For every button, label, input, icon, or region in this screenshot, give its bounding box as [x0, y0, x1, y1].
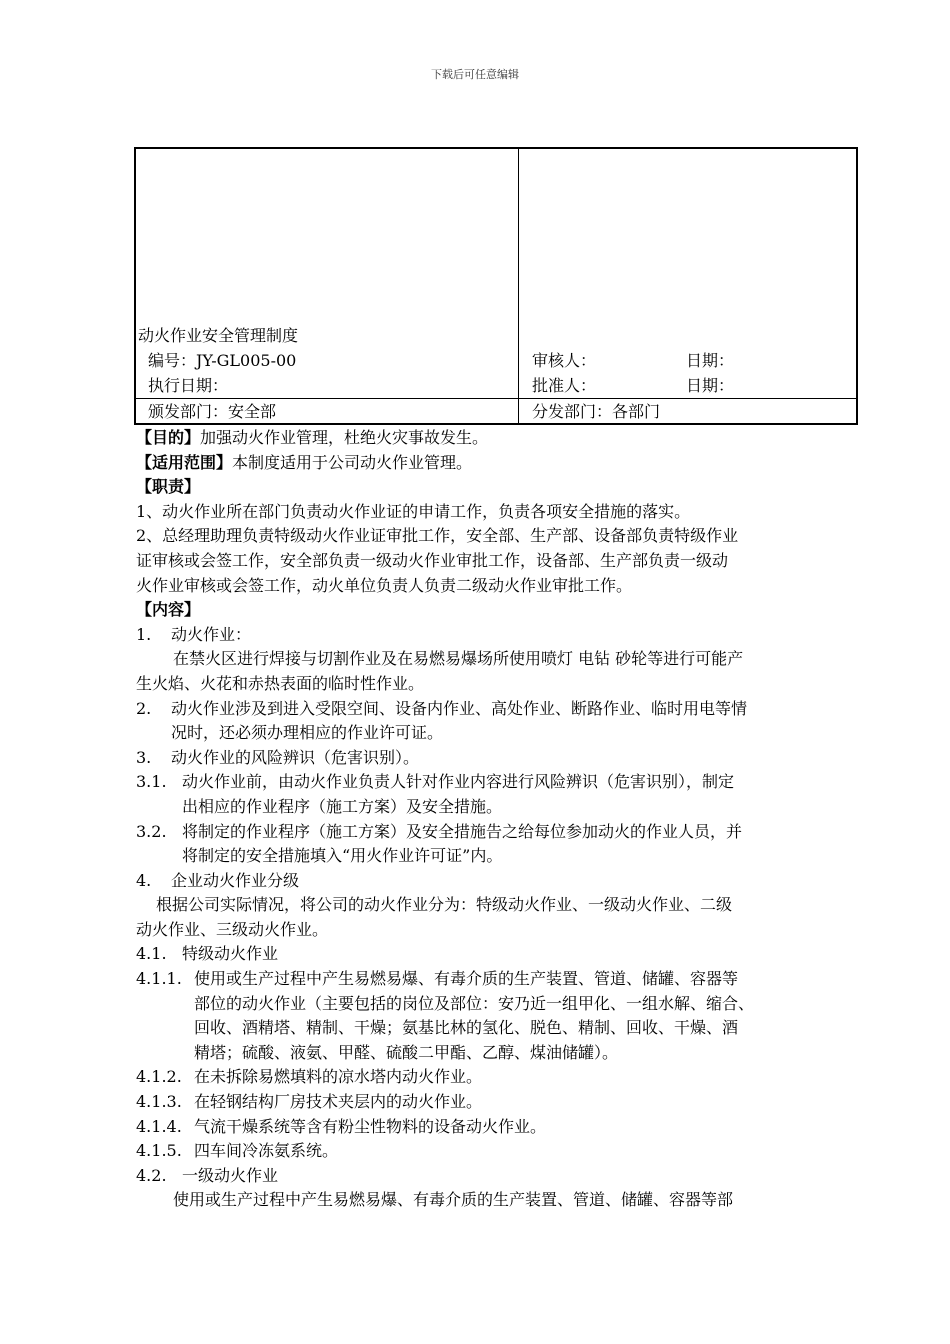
document-code: 编号：JY-GL005-00: [148, 351, 297, 370]
document-body: [136, 426, 860, 1213]
section-3-2-line-2: 将制定的安全措施填入“用火作业许可证”内。: [182, 846, 503, 866]
section-3-1-line-2: 出相应的作业程序（施工方案）及安全措施。: [182, 796, 503, 816]
section-4-1-heading: [136, 942, 860, 967]
section-4-2-heading: [136, 1164, 860, 1189]
exec-date: 执行日期：: [148, 376, 229, 395]
section-text: 四车间冷冻氨系统。: [194, 1141, 339, 1161]
section-4-1-4: [136, 1115, 860, 1140]
section-4-2-line-1: 使用或生产过程中产生易燃易爆、有毒介质的生产装置、管道、储罐、容器等部: [173, 1190, 734, 1210]
dist-dept: 分发部门：各部门: [532, 402, 661, 421]
section-text: 使用或生产过程中产生易燃易爆、有毒介质的生产装置、管道、储罐、容器等: [194, 969, 739, 989]
table-divider-vertical: [518, 149, 519, 423]
section-4-1-1-line-3: 回收、酒精塔、精制、干燥；氨基比林的氢化、脱色、精制、回收、干燥、酒: [194, 1018, 739, 1038]
review-date: 日期：: [686, 351, 735, 370]
duty-2-line-2: 证审核或会签工作，安全部负责一级动火作业审批工作，设备部、生产部负责一级动: [136, 550, 729, 570]
section-4-1-2: [136, 1065, 860, 1090]
section-number: 4.1.1.: [136, 969, 182, 989]
document-title: 动火作业安全管理制度: [138, 326, 299, 345]
section-number: 4.1.3.: [136, 1092, 182, 1112]
section-4-1-1-line-4: 精塔；硫酸、液氨、甲醛、硫酸二甲酯、乙醇、煤油储罐）。: [194, 1042, 619, 1062]
section-number: 3.: [136, 747, 152, 767]
section-number: 4.1.5.: [136, 1141, 182, 1161]
reviewer: 审核人：: [532, 351, 597, 370]
issue-dept: 颁发部门：安全部: [148, 402, 277, 421]
duty-1: 1、动火作业所在部门负责动火作业证的申请工作，负责各项安全措施的落实。: [136, 501, 691, 521]
purpose-line: [136, 426, 860, 451]
scope-line: [136, 451, 860, 476]
section-2-line-2: 况时，还必须办理相应的作业许可证。: [171, 723, 444, 743]
content-label: 【内容】: [136, 600, 201, 620]
section-number: 4.1.: [136, 944, 167, 964]
duty-2-line-3: 火作业审核或会签工作，动火单位负责人负责二级动火作业审批工作。: [136, 575, 633, 595]
section-1-heading: [136, 623, 860, 648]
document-header-table: [134, 147, 858, 425]
purpose-text: 加强动火作业管理，杜绝火灾事故发生。: [200, 428, 489, 447]
section-4-1-1-line-2: 部位的动火作业（主要包括的岗位及部位：安乃近一组甲化、一组水解、缩合、: [194, 993, 755, 1013]
section-title: 动火作业：: [171, 624, 252, 644]
table-divider-horizontal: [136, 398, 856, 399]
section-text: 动火作业前，由动火作业负责人针对作业内容进行风险辨识（危害识别），制定: [182, 772, 735, 792]
section-number: 1.: [136, 624, 152, 644]
section-4-1-5: [136, 1139, 860, 1164]
section-text: 在未拆除易燃填料的凉水塔内动火作业。: [194, 1067, 483, 1087]
section-4-1-1-line-1: [136, 967, 860, 992]
section-4-heading: [136, 869, 860, 894]
section-text: 气流干燥系统等含有粉尘性物料的设备动火作业。: [194, 1116, 547, 1136]
section-3-1-line-1: [136, 770, 860, 795]
section-2-line-1: [136, 697, 860, 722]
section-title: 一级动火作业: [182, 1165, 279, 1185]
section-1-line-2: 生火焰、火花和赤热表面的临时性作业。: [136, 673, 425, 693]
section-text: 将制定的作业程序（施工方案）及安全措施告之给每位参加动火的作业人员，并: [182, 821, 743, 841]
watermark: 下载后可任意编辑: [431, 68, 519, 81]
section-number: 4.: [136, 870, 152, 890]
purpose-label: 【目的】: [136, 428, 201, 447]
section-number: 4.1.2.: [136, 1067, 182, 1087]
duty-2-line-1: 2、总经理助理负责特级动火作业证审批工作，安全部、生产部、设备部负责特级作业: [136, 526, 739, 546]
section-1-line-1: 在禁火区进行焊接与切割作业及在易燃易爆场所使用喷灯 电钻 砂轮等进行可能产: [173, 649, 744, 669]
section-number: 4.1.4.: [136, 1116, 182, 1136]
section-number: 2.: [136, 698, 152, 718]
approver: 批准人：: [532, 376, 597, 395]
section-text: 在轻钢结构厂房技术夹层内的动火作业。: [194, 1092, 483, 1112]
scope-label: 【适用范围】: [136, 452, 233, 472]
section-4-1-3: [136, 1090, 860, 1115]
section-title: 企业动火作业分级: [171, 870, 300, 890]
section-number: 3.2.: [136, 821, 167, 841]
section-3-2-line-1: [136, 820, 860, 845]
section-text: 动火作业涉及到进入受限空间、设备内作业、高处作业、断路作业、临时用电等情: [171, 698, 748, 718]
section-number: 3.1.: [136, 772, 167, 792]
section-3-heading: [136, 746, 860, 771]
section-4-line-2: 动火作业、三级动火作业。: [136, 919, 329, 939]
scope-text: 本制度适用于公司动火作业管理。: [232, 452, 473, 472]
section-title: 动火作业的风险辨识（危害识别）。: [171, 747, 420, 767]
approve-date: 日期：: [686, 376, 735, 395]
section-title: 特级动火作业: [182, 944, 279, 964]
duty-label: 【职责】: [136, 477, 201, 497]
section-number: 4.2.: [136, 1165, 167, 1185]
section-4-line-1: 根据公司实际情况，将公司的动火作业分为：特级动火作业、一级动火作业、二级: [156, 895, 733, 915]
